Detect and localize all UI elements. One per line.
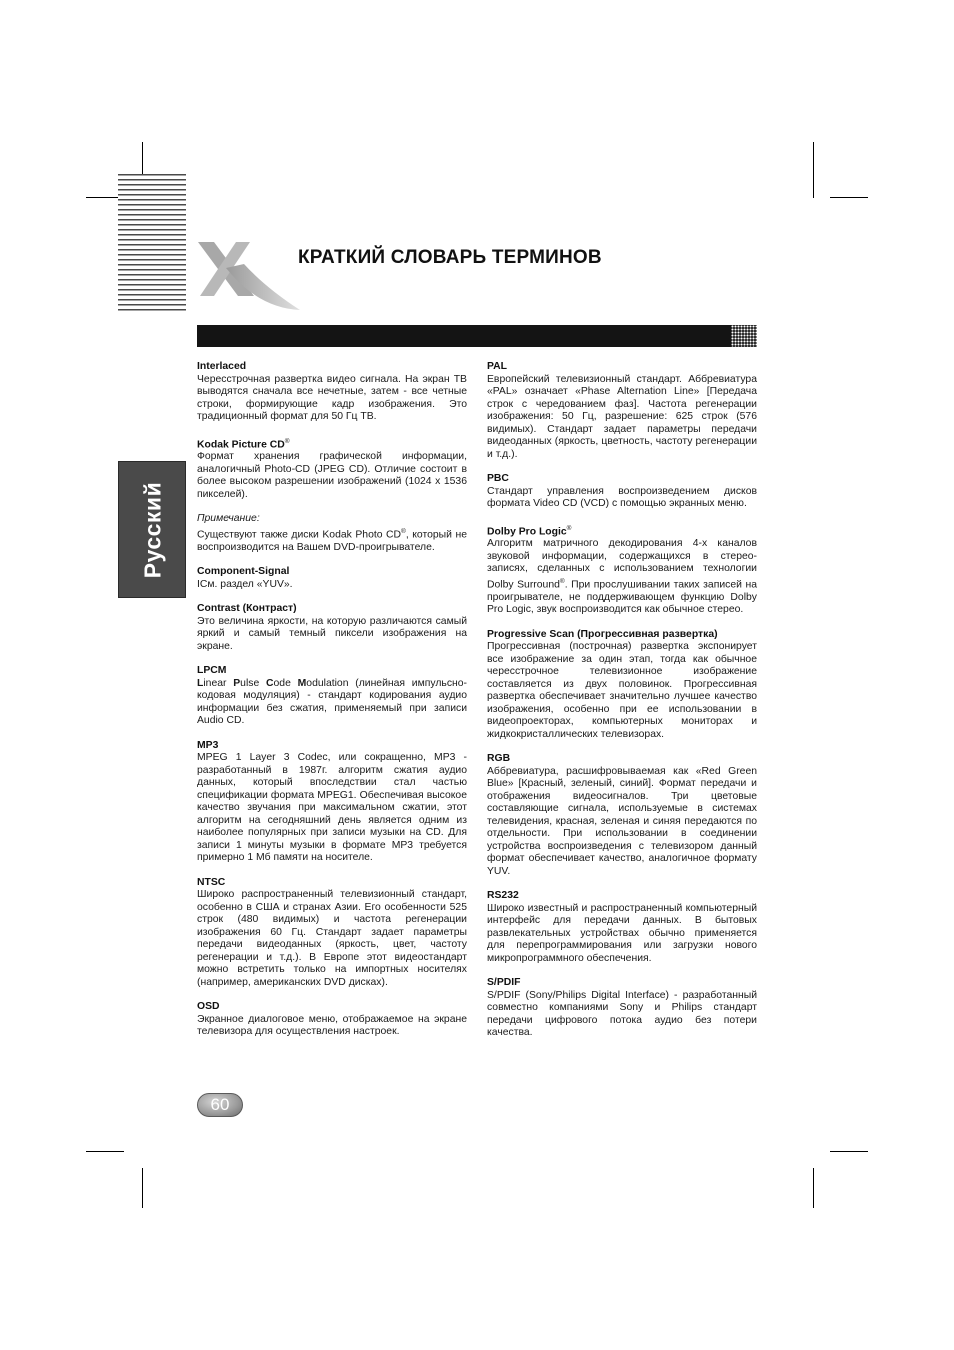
- glossary-definition: Стандарт управления воспроизведением дисков формата Video CD (VCD) с помощью экранных меню.: [487, 485, 757, 509]
- language-label: Русский: [139, 481, 166, 579]
- glossary-term: RS232: [487, 890, 519, 902]
- glossary-term: MP3: [197, 739, 219, 751]
- crop-mark: [813, 1168, 814, 1208]
- glossary-entry: [487, 473, 757, 511]
- glossary-definition: Экранное диалоговое меню, отображаемое на экране телевизора для осуществления настроек.: [197, 1013, 467, 1038]
- glossary-entry: [487, 977, 757, 1040]
- glossary-definition: Это величина яркости, на которую различаются самый яркий и самый темный пиксели изображения на экране.: [197, 615, 467, 652]
- glossary-term: NTSC: [197, 876, 226, 888]
- glossary-definition: IСм. раздел «YUV».: [197, 578, 293, 590]
- glossary-term: Contrast (Контраст): [197, 603, 297, 615]
- glossary-term: PBC: [487, 473, 509, 484]
- page-title: КРАТКИЙ СЛОВАРЬ ТЕРМИНОВ: [298, 247, 602, 268]
- language-tab: [118, 461, 186, 598]
- decorative-stripes: [118, 174, 186, 313]
- glossary-entry: [487, 629, 757, 742]
- glossary-definition: Прогрессивная (построчная) развертка экспонирует все изображение за один этап, тогда как обычное чересстрочное телевизионное изображение составляется из двух половинок. Прогрессивная развертка обеспечивает значительно лучшее качество изображения, особенно при ее использовании в видеопроекторах, компьютерных мониторах и жидкокристаллических телевизорах.: [487, 641, 757, 740]
- glossary-definition: Широко распространенный телевизионный стандарт, особенно в США и странах Азии. Его особенности 525 строк (480 видимых) и частота регенерации изображения 60 Гц. Стандарт задает параметры передачи видеоданных (яркость, цвет, частоту регенерации и т.д.). В Европе этот видеостандарт можно встретить только на импортных носителях (например, американских DVD дисках).: [197, 889, 467, 988]
- glossary-term: Dolby Pro Logic®: [487, 524, 572, 537]
- glossary-term: Progressive Scan (Прогрессивная развертка): [487, 628, 718, 640]
- glossary-entry: [487, 523, 757, 617]
- glossary-entry: [197, 436, 467, 555]
- glossary-term: S/PDIF: [487, 977, 521, 989]
- glossary-entry: [487, 890, 757, 965]
- glossary-term: OSD: [197, 1001, 220, 1013]
- glossary-definition: S/PDIF (Sony/Philips Digital Interface) - разработанный совместно компаниями Sony и Philips стандарт передачи цифрового потока аудио без потери качества.: [487, 989, 757, 1039]
- glossary-left-column: [197, 361, 467, 1051]
- crop-mark: [830, 197, 868, 198]
- header-bar: [197, 325, 757, 347]
- glossary-entry: [197, 566, 467, 591]
- glossary-entry: [197, 1001, 467, 1039]
- glossary-term: PAL: [487, 361, 508, 372]
- glossary-term: RGB: [487, 753, 511, 765]
- glossary-definition: MPEG 1 Layer 3 Codec, или сокращенно, MP3 - разработанный в 1987г. алгоритм сжатия аудио данных, который впоследствии стал частью спецификации формата MPEG1. Обеспечивая высокое качество звучания при максимальном сжатии, этот алгоритм на сегодняшний день является одним из наиболее популярных при записи музыки на CD. Для записи 1 минуты музыки в формате MP3 требуется примерно 1 Мб памяти на носителе.: [197, 752, 467, 864]
- glossary-definition: Формат хранения графической информации, аналогичный Photo-CD (JPEG CD). Отличие состоит в более высоком разрешении изображений (1024 х 1536 пикселей).: [197, 451, 467, 500]
- glossary-entry: [197, 361, 467, 424]
- crop-mark: [830, 1151, 868, 1152]
- glossary-entry: [197, 603, 467, 653]
- note-text: Существуют также диски Kodak Photo CD®, который не воспроизводится на Вашем DVD-проигрывателе.: [197, 527, 467, 553]
- glossary-term: Interlaced: [197, 361, 247, 372]
- glossary-term: Component-Signal: [197, 566, 290, 578]
- brand-x-logo-icon: [196, 238, 302, 312]
- glossary-right-column: [487, 361, 757, 1052]
- glossary-term: LPCM: [197, 665, 227, 677]
- bar-dot-pattern: [731, 325, 757, 347]
- glossary-definition: Алгоритм матричного декодирования 4-х каналов звуковой информации, содержащихся в стерео-записях, сделанных с использованием технологии Dolby Surround®. При прослушивании таких записей на проигрывателе, не поддерживающем функцию Dolby Pro Logic, звук воспроизводится как обычное стерео.: [487, 538, 757, 616]
- glossary-definition: Linear Pulse Code Modulation (линейная импульсно-кодовая модуляция) - стандарт кодирования аудио информации без сжатия, применяемый при записи Audio CD.: [197, 677, 467, 727]
- glossary-definition: Европейский телевизионный стандарт. Аббревиатура «PAL» означает «Phase Alternation Line» [Передача строк с чередованием фаз]. Частота регенерации изображения: 50 Гц, разрешение: 625 строк (576 видимых). Стандарт задает параметры передачи видеоданных (яркость, цветность, частоту регенерации и т.д.).: [487, 373, 757, 460]
- glossary-definition: Широко известный и распространенный компьютерный интерфейс для передачи данных. В бытовых развлекательных устройствах обычно применяется для перепрограммирования или загрузки нового микропрограммного обеспечения.: [487, 902, 757, 964]
- page-number: 60: [197, 1093, 243, 1117]
- crop-mark: [86, 1151, 124, 1152]
- glossary-entry: [487, 753, 757, 878]
- glossary-entry: [487, 361, 757, 461]
- crop-mark: [142, 1168, 143, 1208]
- note-label: Примечание:: [197, 513, 260, 525]
- glossary-definition: Чересстрочная развертка видео сигнала. На экран ТВ выводятся сначала все нечетные, затем - все четные строки, формирующие кадр изображения. Это традиционный формат для 50 Гц ТВ.: [197, 373, 467, 422]
- glossary-term: Kodak Picture CD®: [197, 437, 290, 450]
- glossary-definition: Аббревиатура, расшифровываемая как «Red Green Blue» [Красный, зеленый, синий]. Формат передачи и отображения видеосигналов. Три цветовые составляющие сигнала, используемые в системах телевидения, красная, зеленая и синяя передаются по отдельности. При использовании в соединении устройства воспроизведения с телевизором данный формат обеспечивает качество, аналогичное формату YUV.: [487, 765, 757, 877]
- glossary-entry: [197, 877, 467, 990]
- glossary-entry: [197, 665, 467, 728]
- glossary-entry: [197, 740, 467, 865]
- crop-mark: [813, 142, 814, 198]
